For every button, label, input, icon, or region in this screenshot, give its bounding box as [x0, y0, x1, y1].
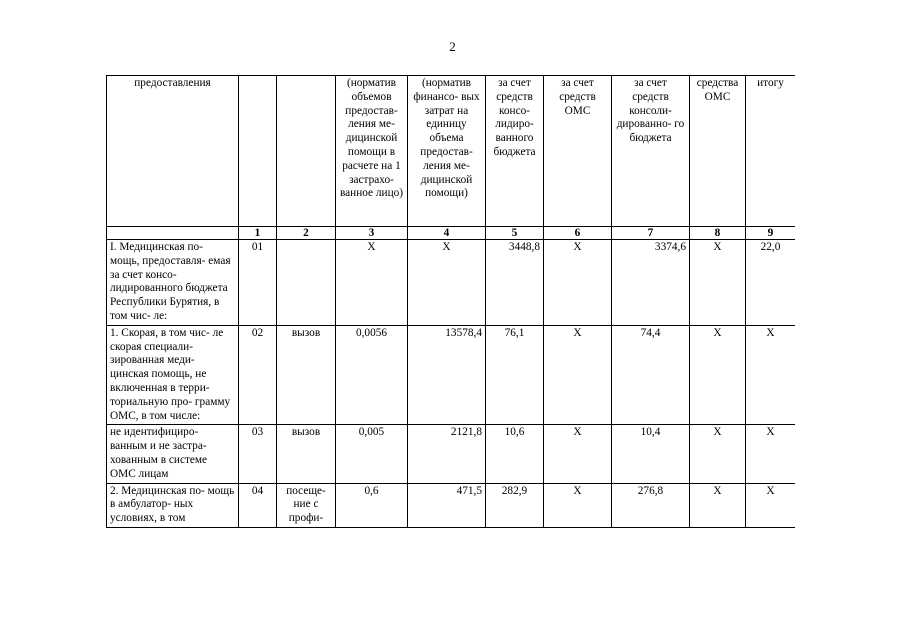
row-budget-total: 3374,6	[612, 240, 690, 326]
row-name: не идентифициро- ванным и не застра- хованным в системе ОМС лицам	[107, 425, 239, 483]
column-number: 2	[277, 227, 336, 240]
column-number: 9	[746, 227, 796, 240]
column-number: 6	[544, 227, 612, 240]
header-cell-name: предоставления	[107, 76, 239, 227]
row-oms-per-capita: Х	[544, 240, 612, 326]
column-number: 8	[690, 227, 746, 240]
row-volume-norm: 0,005	[336, 425, 408, 483]
row-volume-norm: 0,6	[336, 483, 408, 527]
row-oms-total: Х	[690, 325, 746, 425]
row-share-total: Х	[746, 325, 796, 425]
column-number: 4	[408, 227, 486, 240]
page-number: 2	[449, 39, 456, 54]
row-share-total: Х	[746, 483, 796, 527]
row-oms-total: Х	[690, 483, 746, 527]
row-oms-per-capita: Х	[544, 483, 612, 527]
header-cell-unit	[277, 76, 336, 227]
row-name: I. Медицинская по- мощь, предоставля- емая за счет консо- лидированного бюджета Республики Бурятия, в том чис- ле:	[107, 240, 239, 326]
column-numbers-row	[107, 227, 796, 240]
table-row	[107, 240, 796, 326]
row-name: 1. Скорая, в том чис- ле скорая специали- зированная меди- цинская помощь, не включенная в терри- ториальную про- грамму ОМС, в том числе:	[107, 325, 239, 425]
table-row	[107, 483, 796, 527]
row-oms-total: Х	[690, 425, 746, 483]
table-viewport	[106, 75, 795, 569]
row-budget-total: 276,8	[612, 483, 690, 527]
row-unit: посеще- ние с профи-	[277, 483, 336, 527]
row-budget-per-capita: 10,6	[486, 425, 544, 483]
header-cell-volume-norm: (норматив объемов предостав- ления ме- дицинской помощи в расчете на 1 застрахо- ванное лицо)	[336, 76, 408, 227]
row-oms-per-capita: Х	[544, 425, 612, 483]
column-number: 1	[239, 227, 277, 240]
row-budget-per-capita: 282,9	[486, 483, 544, 527]
header-cell-oms-per-capita: за счет средств ОМС	[544, 76, 612, 227]
header-cell-code	[239, 76, 277, 227]
row-budget-per-capita: 76,1	[486, 325, 544, 425]
header-cell-oms-total: средства ОМС	[690, 76, 746, 227]
row-share-total: Х	[746, 425, 796, 483]
row-oms-total: Х	[690, 240, 746, 326]
column-number: 7	[612, 227, 690, 240]
header-cell-share-total: итогу	[746, 76, 796, 227]
column-number: 5	[486, 227, 544, 240]
header-cell-budget-total: за счет средств консоли- дированно- го бюджета	[612, 76, 690, 227]
row-share-total: 22,0	[746, 240, 796, 326]
row-code: 04	[239, 483, 277, 527]
row-oms-per-capita: Х	[544, 325, 612, 425]
header-row	[107, 76, 796, 227]
row-code: 01	[239, 240, 277, 326]
header-cell-budget-per-capita: за счет средств консо- лидиро- ванного бюджета	[486, 76, 544, 227]
row-code: 03	[239, 425, 277, 483]
row-unit: вызов	[277, 325, 336, 425]
column-number: 3	[336, 227, 408, 240]
row-cost-norm: 2121,8	[408, 425, 486, 483]
row-volume-norm: 0,0056	[336, 325, 408, 425]
table-row	[107, 425, 796, 483]
row-budget-total: 10,4	[612, 425, 690, 483]
row-cost-norm: 13578,4	[408, 325, 486, 425]
row-budget-per-capita: 3448,8	[486, 240, 544, 326]
row-budget-total: 74,4	[612, 325, 690, 425]
header-cell-cost-norm: (норматив финансо- вых затрат на единицу объема предостав- ления ме- дицинской помощи)	[408, 76, 486, 227]
row-code: 02	[239, 325, 277, 425]
row-name: 2. Медицинская по- мощь в амбулатор- ных условиях, в том	[107, 483, 239, 527]
table-row	[107, 325, 796, 425]
row-volume-norm: Х	[336, 240, 408, 326]
row-unit: вызов	[277, 425, 336, 483]
row-cost-norm: Х	[408, 240, 486, 326]
row-unit	[277, 240, 336, 326]
column-number	[107, 227, 239, 240]
row-cost-norm: 471,5	[408, 483, 486, 527]
data-table	[106, 75, 795, 528]
